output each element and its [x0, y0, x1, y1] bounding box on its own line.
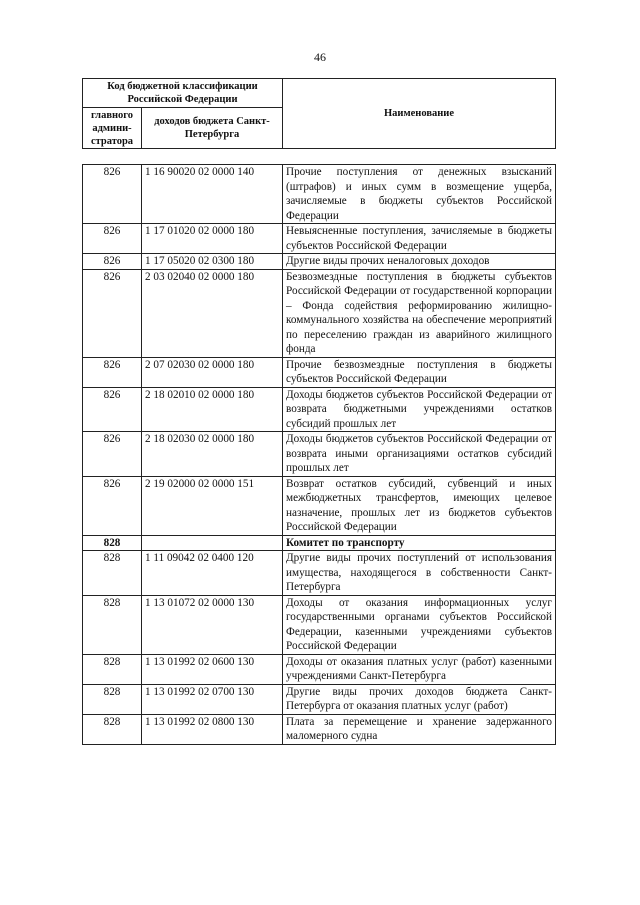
income-column-header: доходов бюджета Санкт-Петербурга	[142, 108, 283, 149]
table-row	[83, 224, 556, 254]
table-row	[83, 165, 556, 224]
income-name-cell: Доходы бюджетов субъектов Российской Федерации от возврата иными организациями остатков субсидий прошлых лет	[283, 432, 556, 477]
income-code-cell: 1 17 01020 02 0000 180	[142, 224, 283, 254]
table-row	[83, 684, 556, 714]
table-row	[83, 595, 556, 654]
income-name-cell: Плата за перемещение и хранение задержанного маломерного судна	[283, 714, 556, 744]
income-name-cell: Прочие поступления от денежных взысканий (штрафов) и иных сумм в возмещение ущерба, зачисляемые в бюджеты субъектов Российской Федерации	[283, 165, 556, 224]
income-code-cell: 2 19 02000 02 0000 151	[142, 476, 283, 535]
table-row	[83, 476, 556, 535]
income-code-cell: 1 13 01992 02 0800 130	[142, 714, 283, 744]
income-code-cell: 1 13 01992 02 0600 130	[142, 654, 283, 684]
admin-code-cell: 828	[83, 684, 142, 714]
admin-code-cell: 826	[83, 387, 142, 432]
table-row	[83, 269, 556, 357]
table-row	[83, 714, 556, 744]
table-row	[83, 387, 556, 432]
income-code-cell: 1 11 09042 02 0400 120	[142, 551, 283, 596]
section-header-row	[83, 535, 556, 551]
admin-code-cell: 828	[83, 551, 142, 596]
income-name-cell: Другие виды прочих неналоговых доходов	[283, 254, 556, 270]
income-name-cell: Возврат остатков субсидий, субвенций и иных межбюджетных трансфертов, имеющих целевое назначение, прошлых лет из бюджетов субъектов Российской Федерации	[283, 476, 556, 535]
admin-code-cell: 828	[83, 654, 142, 684]
table-row	[83, 654, 556, 684]
budget-classification-header: Код бюджетной классификации Российской Федерации	[83, 79, 283, 108]
page-number: 46	[314, 50, 326, 64]
admin-column-header: главного админи-стратора	[83, 108, 142, 149]
admin-code-cell: 826	[83, 254, 142, 270]
admin-code-cell: 826	[83, 476, 142, 535]
income-table	[82, 164, 556, 745]
table-row	[83, 254, 556, 270]
income-name-cell: Комитет по транспорту	[283, 535, 556, 551]
income-name-cell: Безвозмездные поступления в бюджеты субъектов Российской Федерации от государственной корпорации – Фонда содействия реформированию жилищно-коммунального хозяйства на обеспечение мероприятий по переселению граждан из аварийного жилищного фонда	[283, 269, 556, 357]
table-header	[82, 78, 556, 149]
table-row	[83, 551, 556, 596]
admin-code-cell: 828	[83, 714, 142, 744]
income-code-cell: 2 18 02030 02 0000 180	[142, 432, 283, 477]
admin-code-cell: 828	[83, 535, 142, 551]
admin-code-cell: 826	[83, 224, 142, 254]
income-name-cell: Доходы от оказания платных услуг (работ) казенными учреждениями Санкт-Петербурга	[283, 654, 556, 684]
admin-code-cell: 826	[83, 165, 142, 224]
table-row	[83, 432, 556, 477]
admin-code-cell: 828	[83, 595, 142, 654]
income-code-cell: 1 13 01992 02 0700 130	[142, 684, 283, 714]
income-name-cell: Другие виды прочих поступлений от использования имущества, находящегося в собственности Санкт-Петербурга	[283, 551, 556, 596]
income-code-cell: 2 07 02030 02 0000 180	[142, 357, 283, 387]
income-name-cell: Невыясненные поступления, зачисляемые в бюджеты субъектов Российской Федерации	[283, 224, 556, 254]
name-column-header: Наименование	[283, 79, 556, 149]
income-code-cell	[142, 535, 283, 551]
admin-code-cell: 826	[83, 357, 142, 387]
income-code-cell: 2 03 02040 02 0000 180	[142, 269, 283, 357]
income-code-cell: 1 13 01072 02 0000 130	[142, 595, 283, 654]
income-name-cell: Другие виды прочих доходов бюджета Санкт-Петербурга от оказания платных услуг (работ)	[283, 684, 556, 714]
income-code-cell: 2 18 02010 02 0000 180	[142, 387, 283, 432]
table-row	[83, 357, 556, 387]
admin-code-cell: 826	[83, 432, 142, 477]
income-name-cell: Доходы от оказания информационных услуг государственными органами субъектов Российской Федерации, казенными учреждениями субъектов Российской Федерации	[283, 595, 556, 654]
income-table-body	[83, 165, 556, 745]
income-name-cell: Прочие безвозмездные поступления в бюджеты субъектов Российской Федерации	[283, 357, 556, 387]
income-name-cell: Доходы бюджетов субъектов Российской Федерации от возврата бюджетными учреждениями остатков субсидий прошлых лет	[283, 387, 556, 432]
income-code-cell: 1 16 90020 02 0000 140	[142, 165, 283, 224]
admin-code-cell: 826	[83, 269, 142, 357]
income-code-cell: 1 17 05020 02 0300 180	[142, 254, 283, 270]
